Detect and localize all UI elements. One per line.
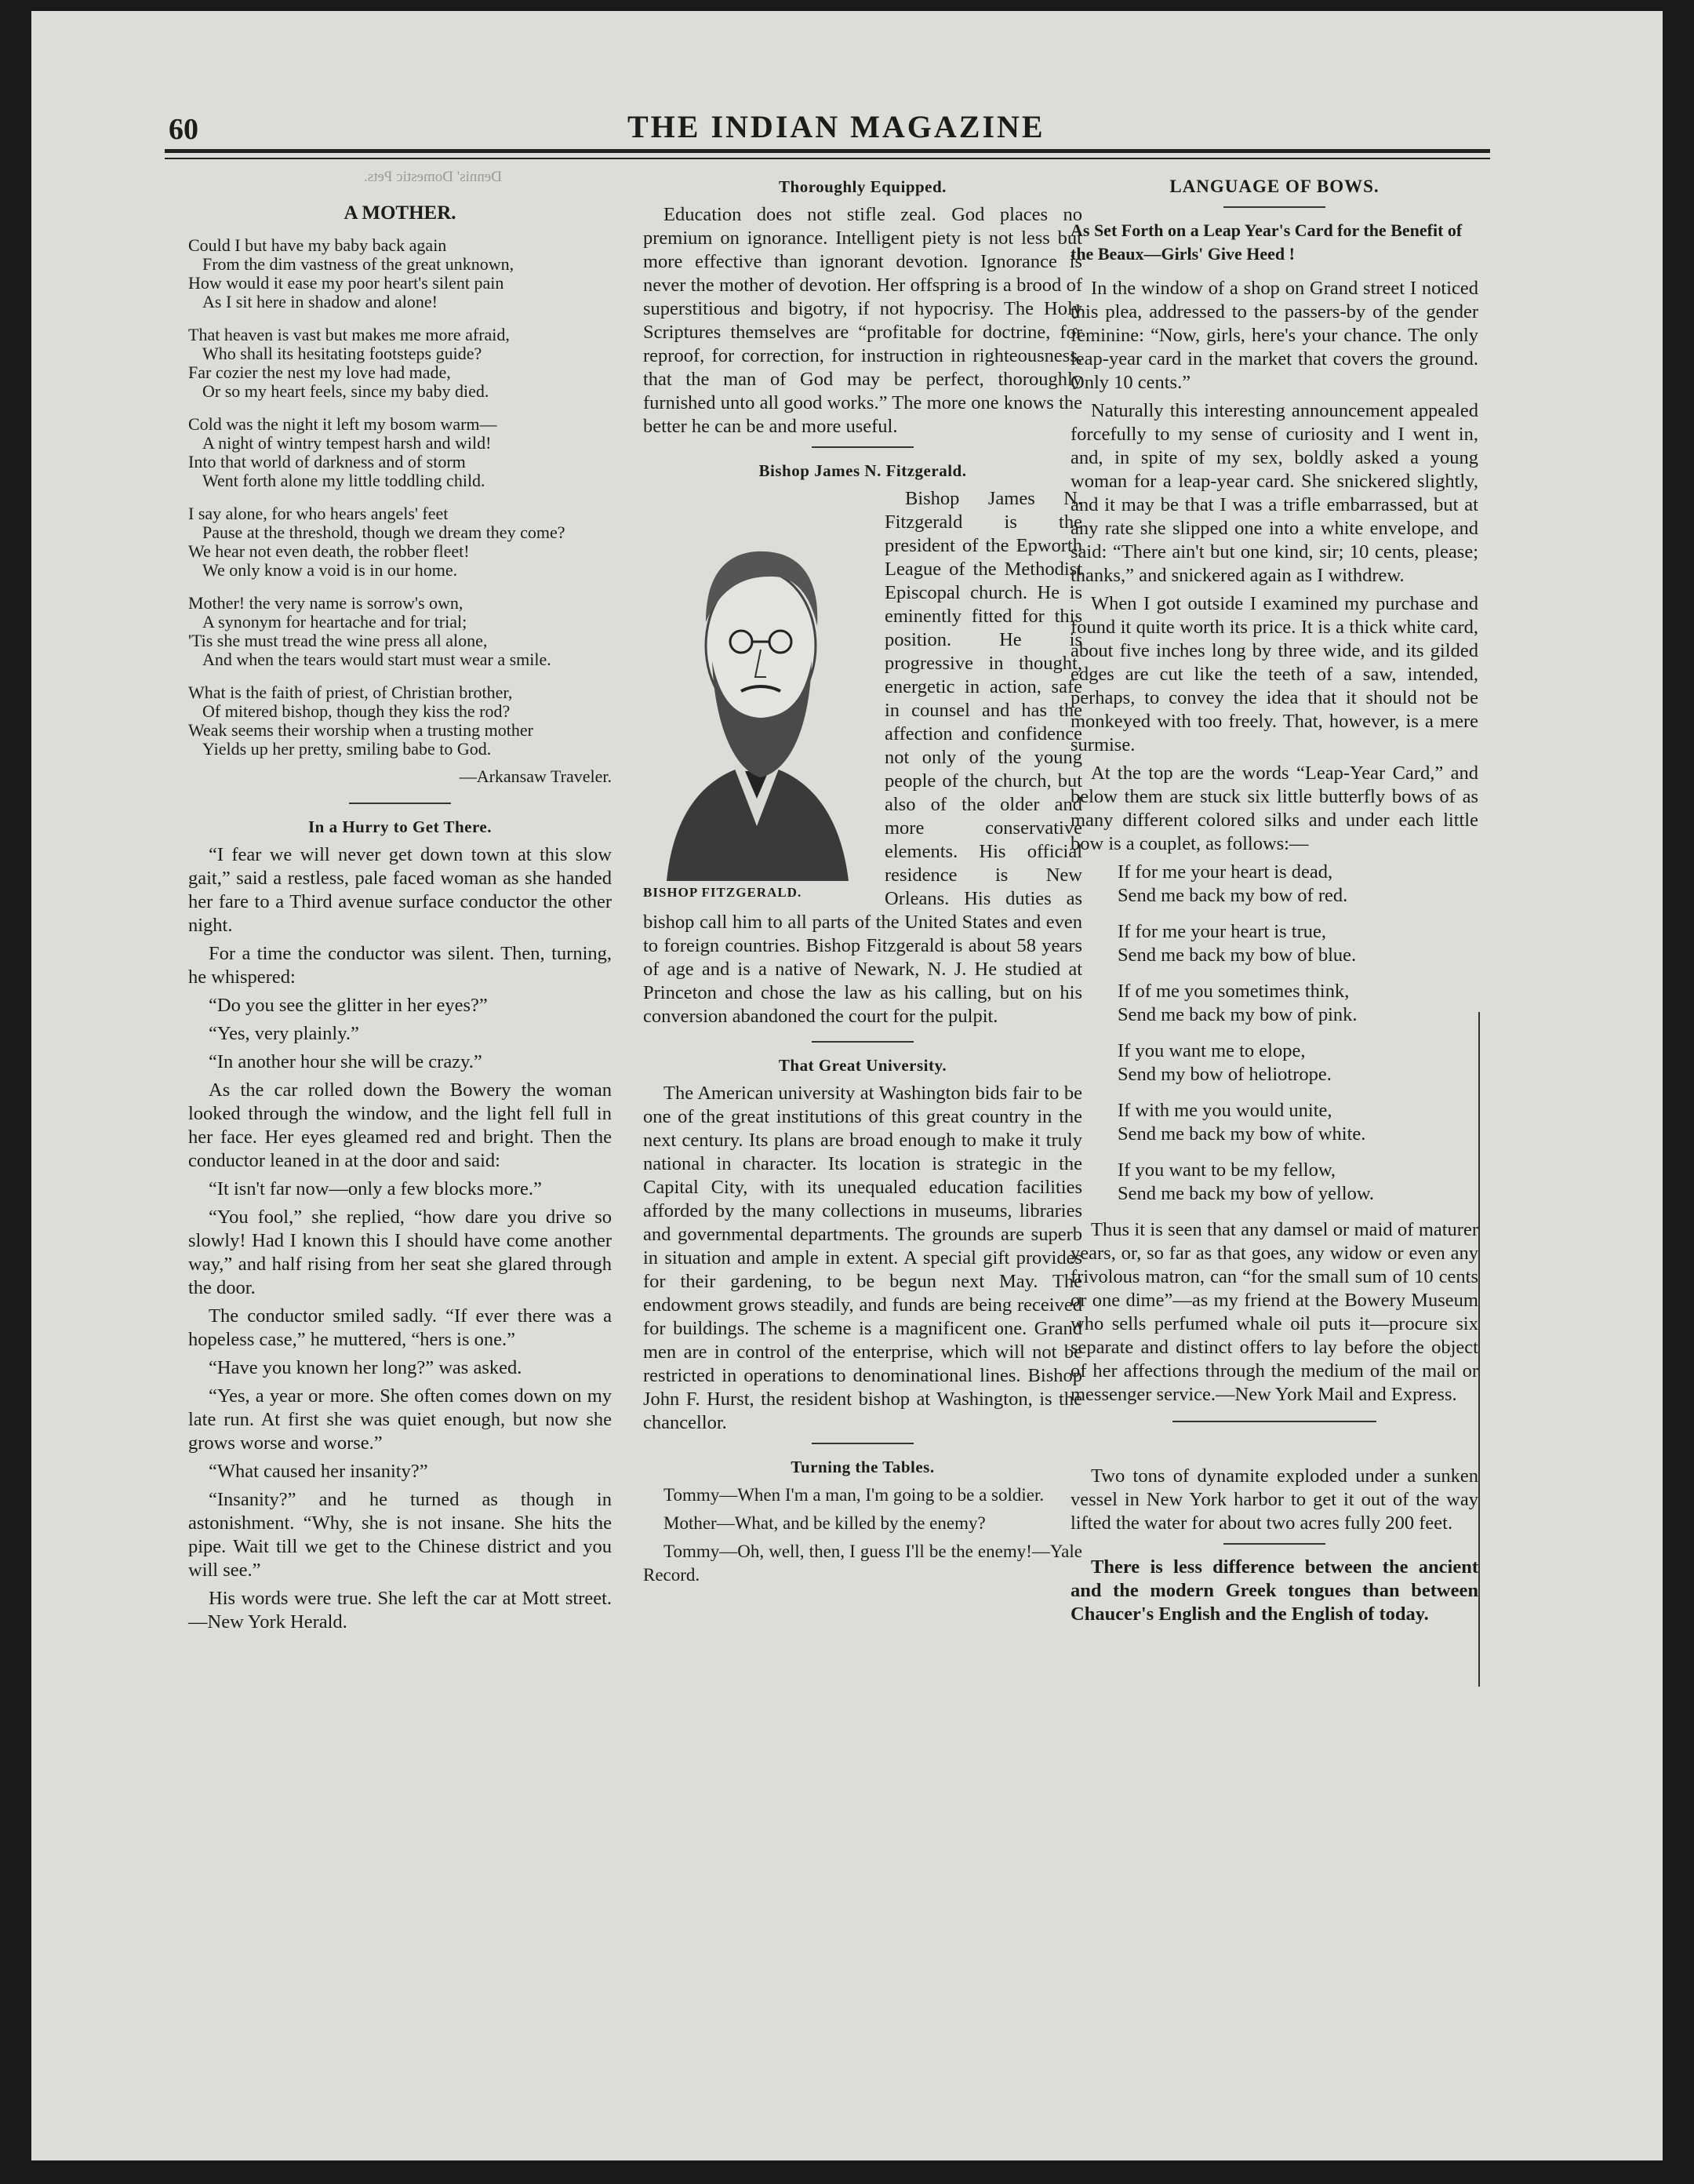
masthead-rule-thin <box>165 158 1490 159</box>
mother-stanza <box>188 236 612 311</box>
tables-line: Mother—What, and be killed by the enemy? <box>663 1513 986 1533</box>
hurry-paragraph: “Yes, a year or more. She often comes down on my late run. At first she was quiet enough, but now she grows worse and worse.” <box>188 1385 612 1454</box>
hurry-article <box>188 843 612 1634</box>
hurry-paragraph: “It isn't far now—only a few blocks more.” <box>209 1178 542 1199</box>
poem-line: We hear not even death, the robber fleet! <box>188 541 470 561</box>
couplet-line: Send me back my bow of red. <box>1118 885 1348 906</box>
couplet-line: If for me your heart is dead, <box>1118 861 1333 883</box>
poem-line: Mother! the very name is sorrow's own, <box>188 593 463 613</box>
poem-line: We only know a void is in our home. <box>202 560 458 580</box>
couplet-gap <box>1071 908 1478 920</box>
hurry-paragraph: As the car rolled down the Bowery the woman looked through the window, and the light fell full in her face. Her eyes gleamed red and bright. Then the conductor leaned in at the door and said: <box>188 1079 612 1171</box>
mother-stanza <box>188 326 612 401</box>
hurry-paragraph: “What caused her insanity?” <box>209 1461 428 1482</box>
tables-line: Tommy—Oh, well, then, I guess I'll be the enemy!—Yale Record. <box>643 1542 1082 1585</box>
poem-line: Cold was the night it left my bosom warm— <box>188 414 497 434</box>
poem-line: A synonym for heartache and for trial; <box>202 612 467 632</box>
mother-stanza <box>188 683 612 759</box>
poem-line: Went forth alone my little toddling child. <box>202 471 485 490</box>
couplet-gap <box>1071 967 1478 980</box>
column-rule <box>1478 1012 1480 1687</box>
hurry-paragraph: For a time the conductor was silent. Then, turning, he whispered: <box>188 943 612 988</box>
poem-line: What is the faith of priest, of Christian brother, <box>188 682 513 702</box>
poem-line: I say alone, for who hears angels' feet <box>188 504 449 523</box>
poem-line: Weak seems their worship when a trusting mother <box>188 720 533 740</box>
section-rule <box>349 803 451 804</box>
column-right <box>1071 169 1478 1631</box>
couplet-gap <box>1071 1206 1478 1218</box>
mother-stanza <box>188 415 612 490</box>
poem-line: Of mitered bishop, though they kiss the rod? <box>202 701 511 721</box>
section-rule <box>1223 1543 1325 1545</box>
bows-article <box>1071 277 1478 856</box>
tables-line: Tommy—When I'm a man, I'm going to be a soldier. <box>663 1485 1045 1505</box>
poem-line: How would it ease my poor heart's silent pain <box>188 273 504 293</box>
bows-paragraph: Naturally this interesting announcement appealed forcefully to my sense of curiosity and I went in, and, in spite of my sex, boldly asked a young woman for a leap-year card. She snickered slightly, and it may be that I was a trifle embarrassed, but at any rate she slipped one into a white envelope, and said: “There ain't but one kind, sir; 10 cents, please; thanks,” and snickered again as I withdrew. <box>1071 400 1478 586</box>
couplet-line: Send me back my bow of blue. <box>1118 945 1357 966</box>
mother-stanza <box>188 504 612 580</box>
couplet-line: If for me your heart is true, <box>1118 921 1326 942</box>
section-rule <box>812 1041 914 1043</box>
poem-line: That heaven is vast but makes me more afraid, <box>188 325 510 344</box>
masthead: THE INDIAN MAGAZINE <box>627 109 1045 144</box>
section-rule <box>1223 206 1325 208</box>
section-rule <box>1172 1421 1376 1422</box>
masthead-rule <box>165 149 1490 153</box>
bishop-text: Bishop James N. Fitzgerald is the president of the Epworth League of the Methodist Episcopal church. He is eminently fitted for this position. He is progressive in thought, energetic in action, safe in counsel and has the affection and confidence not only of the young people of the church, but also of the older and more conservative elements. His official residence is New Orleans. His duties as bishop call him to all parts of the United States and even to foreign countries. Bishop Fitzgerald is about 58 years of age and is a native of Newark, N. J. He studied at Princeton and chose the law as his calling, but on his conversion abandoned the court for the pulpit. <box>643 488 1082 1027</box>
hurry-paragraph: The conductor smiled sadly. “If ever there was a hopeless case,” he muttered, “hers is one.” <box>188 1305 612 1350</box>
poem-line: Pause at the threshold, though we dream they come? <box>202 522 565 542</box>
mother-title: A MOTHER. <box>344 202 456 224</box>
hurry-paragraph: “Yes, very plainly.” <box>209 1023 359 1044</box>
couplet-gap <box>1071 1027 1478 1039</box>
tables-dialogue <box>643 1483 1082 1587</box>
couplet-line: Send me back my bow of white. <box>1118 1123 1366 1145</box>
poem-line: Far cozier the nest my love had made, <box>188 362 451 382</box>
poem-line: A night of wintry tempest harsh and wild! <box>202 433 492 453</box>
equipped-text: Education does not stifle zeal. God places no premium on ignorance. Intelligent piety is not less but more effective than ignorant devotion. Ignorance is never the mother of devotion. Her offspring is a brood of superstitious and bigotry, if not hypocrisy. The Holy Scriptures themselves are “profitable for doctrine, for reproof, for correction, for instruction in righteousness, that the man of God may be perfect, thoroughly furnished unto all good works.” The more one knows the better he can be and more useful. <box>643 204 1082 437</box>
column-left <box>188 169 612 1639</box>
mother-attribution: —Arkansaw Traveler. <box>459 766 612 786</box>
couplet-line: If with me you would unite, <box>1118 1100 1332 1121</box>
bows-paragraph: At the top are the words “Leap-Year Card,” and below them are stuck six little butterfly bows of as many different colored silks and under each little bow is a couplet, as follows:— <box>1071 763 1478 854</box>
bows-subtitle: As Set Forth on a Leap Year's Card for the Benefit of the Beaux—Girls' Give Heed ! <box>1071 220 1463 264</box>
section-rule <box>812 1443 914 1444</box>
hurry-paragraph: “I fear we will never get down town at this slow gait,” said a restless, pale faced woman as she handed her fare to a Third avenue surface conductor the other night. <box>188 844 612 936</box>
couplet-line: If of me you sometimes think, <box>1118 981 1350 1002</box>
university-title: That Great University. <box>778 1056 947 1075</box>
poem-line: From the dim vastness of the great unknown, <box>202 254 514 274</box>
couplet-line: If you want me to elope, <box>1118 1040 1306 1061</box>
poem-line: And when the tears would start must wear a smile. <box>202 650 551 669</box>
bows-paragraph: In the window of a shop on Grand street I noticed this plea, addressed to the passers-by of the gender feminine: “Now, girls, here's your chance. The only leap-year card in the market that covers the ground. Only 10 cents.” <box>1071 278 1478 393</box>
section-rule <box>812 446 914 448</box>
mother-poem <box>188 236 612 759</box>
couplet-gap <box>1071 1146 1478 1159</box>
poem-line: Into that world of darkness and of storm <box>188 452 466 471</box>
bishop-caption: BISHOP FITZGERALD. <box>643 885 802 900</box>
bishop-title: Bishop James N. Fitzgerald. <box>758 461 967 480</box>
hurry-paragraph: “Have you known her long?” was asked. <box>209 1357 522 1378</box>
bishop-portrait <box>643 489 871 905</box>
couplet-line: Send me back my bow of pink. <box>1118 1004 1358 1025</box>
couplet-line: Send me back my bow of yellow. <box>1118 1183 1375 1204</box>
greek-note: There is less difference between the ancient and the modern Greek tongues than between Chaucer's English and the English of today. <box>1071 1556 1478 1625</box>
hurry-paragraph: “Do you see the glitter in her eyes?” <box>209 995 488 1016</box>
bows-closing: Thus it is seen that any damsel or maid of maturer years, or, so far as that goes, any widow or even any frivolous matron, can “for the small sum of 10 cents or one dime”—as my friend at the Bowery Museum who sells perfumed whale oil puts it—procure six separate and distinct offers to lay before the object of her affections through the medium of the mail or messenger service.—New York Mail and Express. <box>1071 1219 1478 1405</box>
couplet-line: If you want to be my fellow, <box>1118 1159 1336 1181</box>
hurry-paragraph: “Insanity?” and he turned as though in astonishment. “Why, she is not insane. She hits the pipe. Wait till we get to the Chinese district and you will see.” <box>188 1489 612 1581</box>
university-text: The American university at Washington bids fair to be one of the great institutions of this great country in the next century. Its plans are broad enough to make it truly national in character. Its location is strategic in the Capital City, with its unequaled education facilities afforded by the many collections in museums, libraries and governmental departments. The grounds are superb in situation and ample in extent. A special gift provides for their gardening, to be begun next May. The endowment grows steadily, and funds are being received for buildings. The scheme is a magnificent one. Grand men are in control of the enterprise, which will not be restricted in operations to denominational lines. Bishop John F. Hurst, the resident bishop at Washington, is the chancellor. <box>643 1083 1082 1433</box>
hurry-title: In a Hurry to Get There. <box>307 817 493 836</box>
bows-couplets <box>1071 861 1478 1218</box>
hurry-paragraph: His words were true. She left the car at Mott street.—New York Herald. <box>188 1588 612 1633</box>
equipped-title: Thoroughly Equipped. <box>779 177 947 196</box>
page-number: 60 <box>169 113 198 146</box>
poem-line: Could I but have my baby back again <box>188 235 447 255</box>
mother-stanza <box>188 594 612 669</box>
bleed-through-text: Dennis' Domestic Pets. <box>364 169 502 185</box>
poem-line: As I sit here in shadow and alone! <box>202 292 438 311</box>
bows-title: LANGUAGE OF BOWS. <box>1169 177 1380 196</box>
poem-line: Or so my heart feels, since my baby died. <box>202 381 489 401</box>
poem-line: Yields up her pretty, smiling babe to God. <box>202 739 492 759</box>
poem-line: 'Tis she must tread the wine press all alone, <box>188 631 488 650</box>
couplet-gap <box>1071 1087 1478 1099</box>
couplet-line: Send my bow of heliotrope. <box>1118 1064 1332 1085</box>
tables-title: Turning the Tables. <box>791 1458 935 1476</box>
poem-line: Who shall its hesitating footsteps guide? <box>202 344 482 363</box>
hurry-paragraph: “You fool,” she replied, “how dare you drive so slowly! Had I known this I should have come another way,” and half rising from her seat she glared through the door. <box>188 1207 612 1298</box>
bishop-portrait-icon <box>643 489 871 881</box>
column-middle <box>643 169 1082 1592</box>
dynamite-note: Two tons of dynamite exploded under a sunken vessel in New York harbor to get it out of the way lifted the water for about two acres fully 200 feet. <box>1071 1465 1478 1534</box>
hurry-paragraph: “In another hour she will be crazy.” <box>209 1051 482 1072</box>
bows-paragraph: When I got outside I examined my purchase and found it quite worth its price. It is a thick white card, about five inches long by three wide, and its gilded edges are cut like the teeth of a saw, intended, perhaps, to convey the idea that it should not be monkeyed with too freely. That, however, is a mere surmise. <box>1071 593 1478 755</box>
